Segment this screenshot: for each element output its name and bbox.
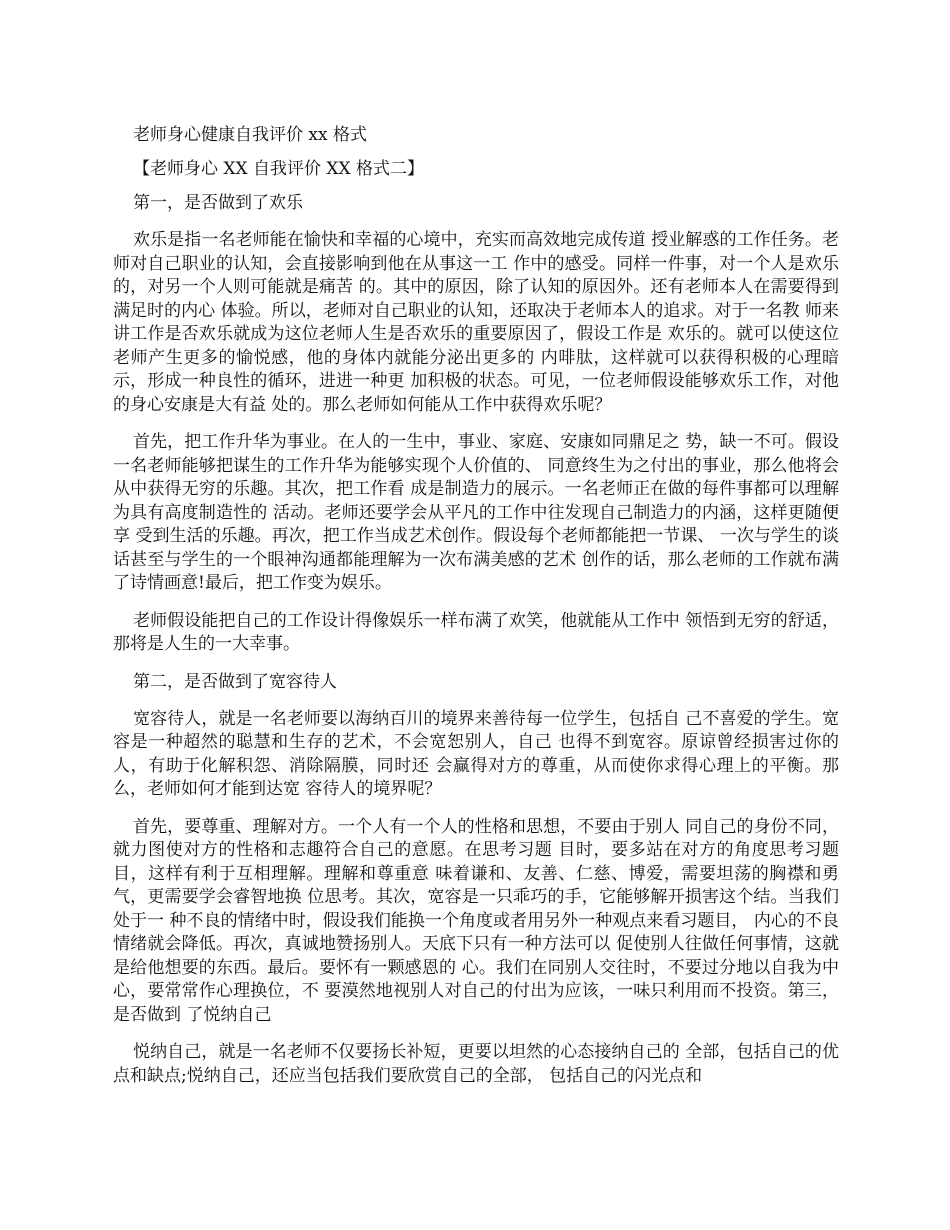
spacer (113, 1027, 839, 1041)
spacer (113, 181, 839, 192)
spacer (113, 215, 839, 229)
spacer (113, 694, 839, 708)
document-subtitle: 【老师身心 XX 自我评价 XX 格式二】 (133, 159, 425, 179)
paragraph-3: 老师假设能把自己的工作设计得像娱乐一样布满了欢笑，他就能从工作中 领悟到无穷的舒适，那将是人生的一大幸事。 (113, 610, 839, 654)
spacer (113, 147, 839, 158)
section-heading-2: 第二，是否做到了宽容待人 (133, 671, 337, 692)
paragraph-6: 悦纳自己，就是一名老师不仅要扬长补短，更要以坦然的心态接纳自己的 全部，包括自己的优点和缺点;悦纳自己，还应当包括我们要欣赏自己的全部， 包括自己的闪光点和 (113, 1042, 839, 1086)
section-heading-1: 第一，是否做到了欢乐 (133, 193, 303, 213)
paragraph-5: 首先，要尊重、理解对方。一个人有一个人的性格和思想，不要由于别人 同自己的身份不同，就力图使对方的性格和志趣符合自己的意愿。在思考习题 目时，要多站在对方的角度思考习题目，这样有利于互相理解。理解和尊重意 味着谦和、友善、仁慈、博爱，需要坦荡的胸襟和勇气，更需要学会睿智地换 位思考。其次，宽容是一只乖巧的手，它能够解开损害这个结。当我们处于一 种不良的情绪中时，假设我们能换一个角度或者用另外一种观点来看习题目， 内心的不良情绪就会降低。再次，真诚地赞扬别人。天底下只有一种方法可以 促使别人往做任何事情，这就是给他想要的东西。最后。要怀有一颗感恩的 心。我们在同别人交往时，不要过分地以自我为中心，要常常作心理换位，不 要漠然地视别人对自己的付出为应该，一味只利用而不投资。第三，是否做到 了悦纳自己 (113, 816, 839, 1025)
spacer (113, 596, 839, 610)
spacer (113, 802, 839, 816)
paragraph-1: 欢乐是指一名老师能在愉快和幸福的心境中，充实而高效地完成传道 授业解惑的工作任务。老师对自己职业的认知，会直接影响到他在从事这一工 作中的感受。同样一件事，对一个人是欢乐的，对另一个人则可能就是痛苦 的。其中的原因，除了认知的原因外。还有老师本人在需要得到满足时的内心 体验。所以，老师对自己职业的认知，还取决于老师本人的追求。对于一名教 师来讲工作是否欢乐就成为这位老师人生是否欢乐的重要原因了，假设工作是 欢乐的。就可以使这位老师产生更多的愉悦感，他的身体内就能分泌出更多的 内啡肽，这样就可以获得积极的心理暗示，形成一种良性的循环，进进一种更 加积极的状态。可见，一位老师假设能够欢乐工作，对他的身心安康是大有益 处的。那么老师如何能从工作中获得欢乐呢？ (113, 230, 839, 415)
spacer (113, 657, 839, 671)
paragraph-2: 首先，把工作升华为事业。在人的一生中，事业、家庭、安康如同鼎足之 势，缺一不可。假设一名老师能够把谋生的工作升华为能够实现个人价值的、 同意终生为之付出的事业，那么他将会从中获得无穷的乐趣。其次，把工作看 成是制造力的展示。一名老师正在做的每件事都可以理解为具有高度制造性的 活动。老师还要学会从平凡的工作中往发现自己制造力的内涵，这样更随便享 受到生活的乐趣。再次，把工作当成艺术创作。假设每个老师都能把一节课、 一次与学生的谈话甚至与学生的一个眼神沟通都能理解为一次布满美感的艺术 创作的话，那么老师的工作就布满了诗情画意!最后，把工作变为娱乐。 (113, 432, 839, 593)
paragraph-4: 宽容待人，就是一名老师要以海纳百川的境界来善待每一位学生，包括自 己不喜爱的学生。宽容是一种超然的聪慧和生存的艺术，不会宽恕别人，自己 也得不到宽容。原谅曾经损害过你的人，有助于化解积怨、消除隔膜，同时还 会赢得对方的尊重，从而使你求得心理上的平衡。那么，老师如何才能到达宽 容待人的境界呢？ (113, 708, 839, 799)
document-body (113, 124, 839, 1088)
document-title: 老师身心健康自我评价 xx 格式 (133, 125, 367, 145)
spacer (113, 417, 839, 431)
